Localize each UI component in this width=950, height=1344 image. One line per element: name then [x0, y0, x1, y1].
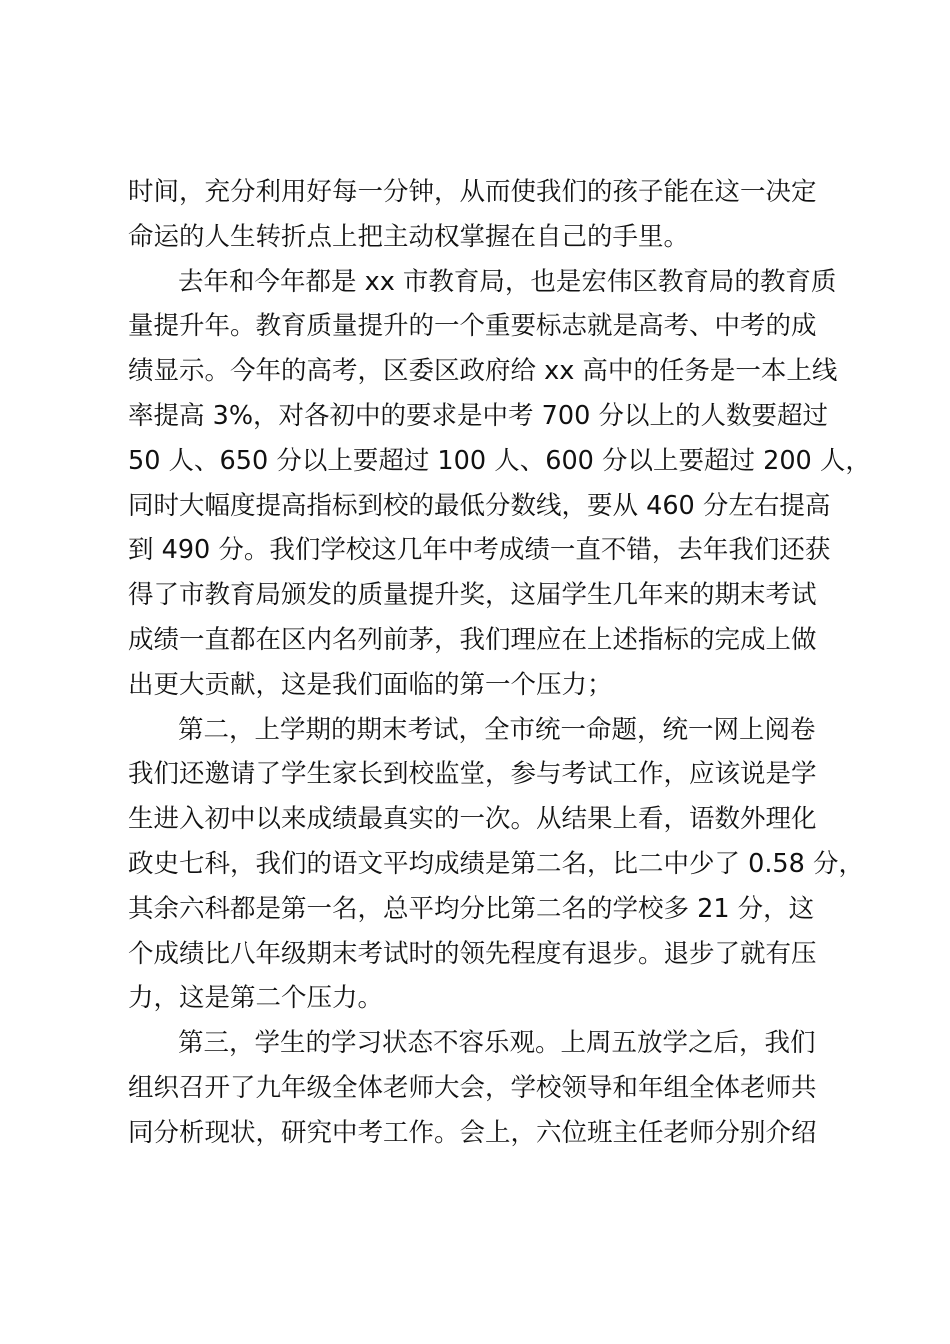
document-body [128, 170, 871, 1156]
paragraph-1 [128, 170, 848, 260]
text-line: 时间，充分利用好每一分钟，从而使我们的孩子能在这一决定 [128, 177, 817, 207]
text-line: 命运的人生转折点上把主动权掌握在自己的手里。 [128, 221, 690, 252]
text-line: 同分析现状，研究中考工作。会上，六位班主任老师分别介绍 [128, 1117, 817, 1148]
text-line: 50 人、650 分以上要超过 100 人、600 分以上要超过 200 人， [128, 445, 871, 476]
text-line: 出更大贡献，这是我们面临的第一个压力； [128, 669, 613, 700]
text-line: 成绩一直都在区内名列前茅，我们理应在上述指标的完成上做 [128, 624, 817, 655]
text-line: 到 490 分。我们学校这几年中考成绩一直不错，去年我们还获 [128, 535, 831, 566]
text-line: 率提高 3%，对各初中的要求是中考 700 分以上的人数要超过 [128, 400, 828, 431]
text-line: 绩显示。今年的高考，区委区政府给 xx 高中的任务是一本上线 [128, 356, 838, 387]
text-line: 力，这是第二个压力。 [128, 983, 384, 1014]
text-line: 第三，学生的学习状态不容乐观。上周五放学之后，我们 [178, 1028, 816, 1059]
text-line: 生进入初中以来成绩最真实的一次。从结果上看，语数外理化 [128, 804, 817, 835]
text-line: 得了市教育局颁发的质量提升奖，这届学生几年来的期末考试 [128, 580, 817, 611]
text-line: 组织召开了九年级全体老师大会，学校领导和年组全体老师共 [128, 1072, 817, 1103]
text-line: 去年和今年都是 xx 市教育局，也是宏伟区教育局的教育质 [178, 266, 837, 297]
paragraph-4 [128, 1021, 848, 1155]
text-line: 同时大幅度提高指标到校的最低分数线，要从 460 分左右提高 [128, 490, 831, 521]
text-line: 其余六科都是第一名，总平均分比第二名的学校多 21 分，这 [128, 893, 815, 924]
text-line: 第二，上学期的期末考试，全市统一命题，统一网上阅卷 [178, 714, 816, 745]
text-line: 个成绩比八年级期末考试时的领先程度有退步。退步了就有压 [128, 938, 817, 969]
paragraph-3 [128, 708, 864, 1022]
paragraph-2 [128, 260, 871, 708]
text-line: 量提升年。教育质量提升的一个重要标志就是高考、中考的成 [128, 311, 817, 342]
text-line: 我们还邀请了学生家长到校监堂，参与考试工作，应该说是学 [128, 759, 817, 790]
text-line: 政史七科，我们的语文平均成绩是第二名，比二中少了 0.58 分， [128, 848, 864, 879]
